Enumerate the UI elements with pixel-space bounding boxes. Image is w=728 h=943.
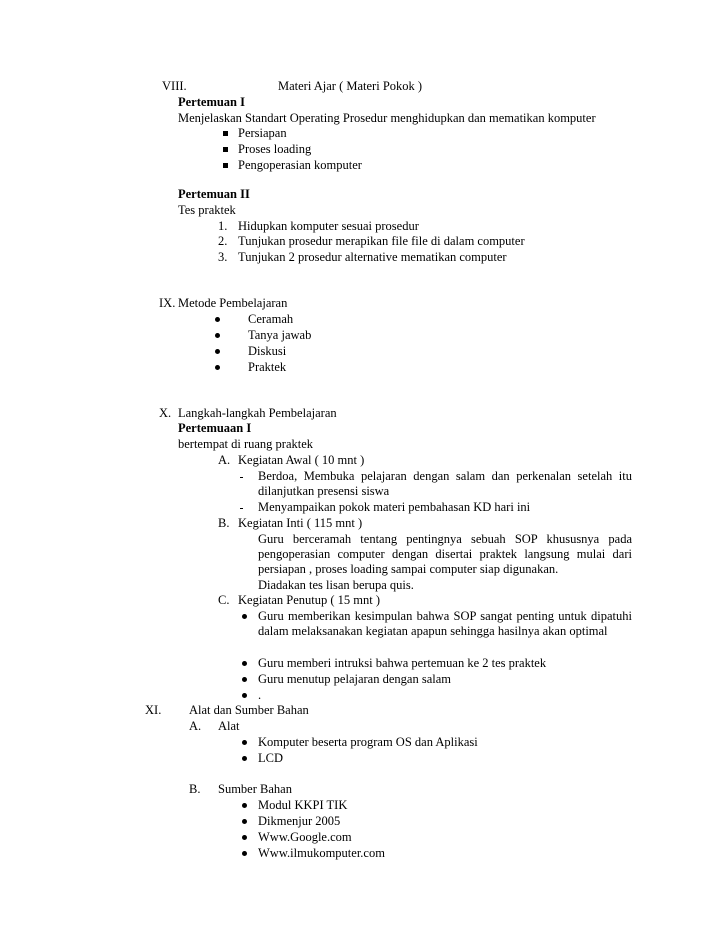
round-bullet-icon (242, 661, 247, 666)
sub-letter: A. (218, 453, 231, 467)
list-item: Ceramah (248, 312, 294, 326)
round-bullet-icon (242, 693, 247, 698)
round-bullet-icon (242, 819, 247, 824)
meeting-description: Tes praktek (178, 203, 236, 217)
square-bullet-icon (223, 131, 228, 136)
list-item: Hidupkan komputer sesuai prosedur (238, 219, 419, 233)
list-item: LCD (258, 751, 283, 765)
square-bullet-icon (223, 147, 228, 152)
round-bullet-icon (215, 349, 220, 354)
section-title: Metode Pembelajaran (178, 296, 288, 310)
list-item: Komputer beserta program OS dan Aplikasi (258, 735, 478, 749)
round-bullet-icon (215, 333, 220, 338)
list-item: Berdoa, Membuka pelajaran dengan salam dan perkenalan setelah itu dilanjutkan presensi siswa (258, 469, 632, 498)
paragraph: Diadakan tes lisan berupa quis. (258, 578, 414, 592)
list-item: Diskusi (248, 344, 287, 358)
paragraph: Guru berceramah tentang pentingnya sebuah SOP khususnya pada pengoperasian computer dengan disertai praktek langsung mulai dari persiapan , proses loading sampai computer siap digunakan. (258, 532, 632, 576)
dash-bullet-icon (240, 477, 243, 478)
sub-letter: B. (189, 782, 201, 796)
round-bullet-icon (242, 756, 247, 761)
round-bullet-icon (242, 851, 247, 856)
meeting-heading: Pertemuan II (178, 187, 250, 201)
list-item: Dikmenjur 2005 (258, 814, 341, 828)
meeting-heading: Pertemuan I (178, 95, 245, 109)
round-bullet-icon (242, 677, 247, 682)
list-item: Pengoperasian komputer (238, 158, 362, 172)
dash-bullet-icon (240, 508, 243, 509)
section-number: XI. (145, 703, 162, 717)
section-title: Langkah-langkah Pembelajaran (178, 406, 337, 420)
list-item: Proses loading (238, 142, 312, 156)
round-bullet-icon (242, 740, 247, 745)
list-item: Tanya jawab (248, 328, 312, 342)
sub-letter: C. (218, 593, 230, 607)
list-number: 3. (218, 250, 228, 264)
list-item: Persiapan (238, 126, 287, 140)
meeting-place: bertempat di ruang praktek (178, 437, 314, 451)
list-item: Modul KKPI TIK (258, 798, 348, 812)
sub-letter: A. (189, 719, 202, 733)
meeting-heading: Pertemuaan I (178, 421, 252, 435)
list-number: 1. (218, 219, 228, 233)
sub-title: Kegiatan Penutup ( 15 mnt ) (238, 593, 380, 607)
list-item: Www.ilmukomputer.com (258, 846, 385, 860)
list-item: Praktek (248, 360, 287, 374)
section-number: X. (159, 406, 172, 420)
sub-title: Kegiatan Awal ( 10 mnt ) (238, 453, 365, 467)
section-number: IX. (159, 296, 176, 310)
list-number: 2. (218, 234, 228, 248)
section-number: VIII. (162, 79, 187, 93)
sub-letter: B. (218, 516, 230, 530)
sub-title: Alat (218, 719, 240, 733)
list-item: Tunjukan prosedur merapikan file file di dalam computer (238, 234, 525, 248)
section-title: Alat dan Sumber Bahan (189, 703, 309, 717)
list-item: Menyampaikan pokok materi pembahasan KD hari ini (258, 500, 531, 514)
round-bullet-icon (242, 803, 247, 808)
list-item: . (258, 688, 262, 702)
list-item: Guru menutup pelajaran dengan salam (258, 672, 451, 686)
square-bullet-icon (223, 163, 228, 168)
meeting-description: Menjelaskan Standart Operating Prosedur menghidupkan dan mematikan komputer (178, 111, 596, 125)
section-title: Materi Ajar ( Materi Pokok ) (278, 79, 423, 93)
round-bullet-icon (242, 835, 247, 840)
round-bullet-icon (215, 365, 220, 370)
list-item: Www.Google.com (258, 830, 352, 844)
round-bullet-icon (215, 317, 220, 322)
sub-title: Sumber Bahan (218, 782, 292, 796)
round-bullet-icon (242, 614, 247, 619)
list-item: Guru memberi intruksi bahwa pertemuan ke 2 tes praktek (258, 656, 547, 670)
list-item: Guru memberikan kesimpulan bahwa SOP sangat penting untuk dipatuhi dalam melaksanakan kegiatan apapun sehingga hasilnya akan optimal (258, 609, 632, 638)
list-item: Tunjukan 2 prosedur alternative mematikan computer (238, 250, 507, 264)
sub-title: Kegiatan Inti ( 115 mnt ) (238, 516, 363, 530)
